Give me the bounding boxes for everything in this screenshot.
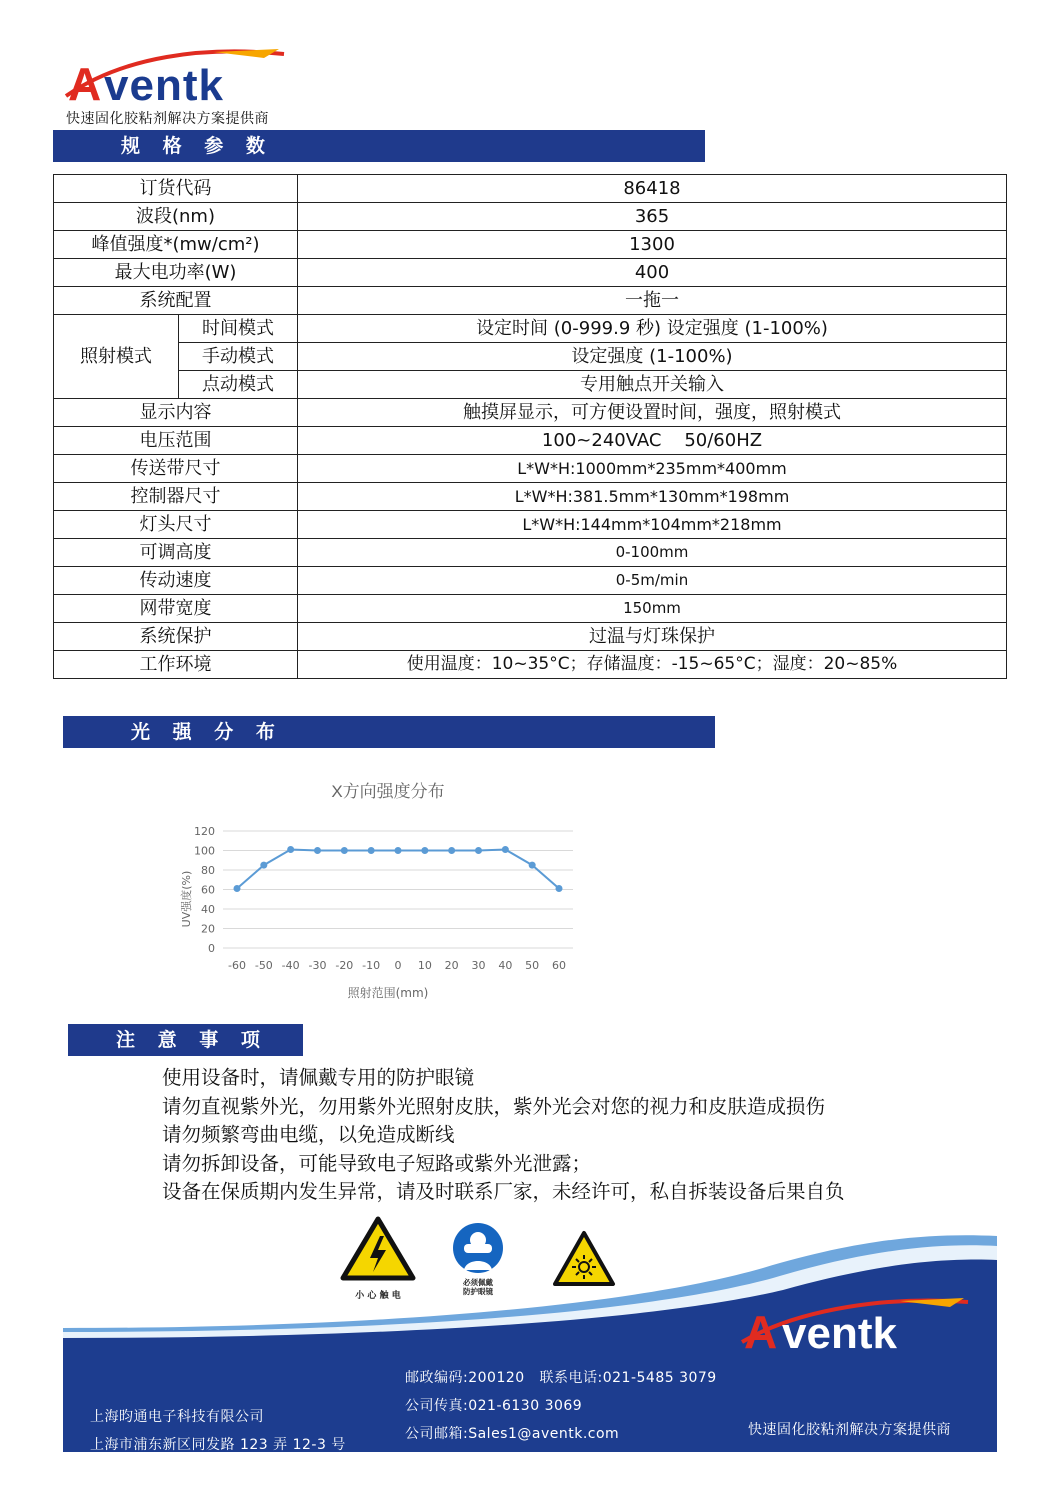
note-item: 请勿拆卸设备，可能导致电子短路或紫外光泄露； (162, 1151, 592, 1175)
table-row (54, 371, 1007, 399)
chart-data-point (395, 847, 402, 854)
spec-label: 灯头尺寸 (54, 511, 298, 539)
chart-xtick-label: 60 (552, 959, 566, 972)
note-item: 设备在保质期内发生异常，请及时联系厂家，未经许可，私自拆装设备后果自负 (162, 1180, 845, 1203)
table-row (54, 455, 1007, 483)
svg-text:ventk: ventk (104, 61, 224, 106)
chart-data-point (368, 847, 375, 854)
chart-xtick-label: 0 (394, 959, 402, 972)
chart-xtick-label: 10 (417, 959, 432, 972)
spec-label: 可调高度 (54, 539, 298, 567)
table-row (54, 259, 1007, 287)
safety-goggles-icon (452, 1222, 504, 1274)
spec-section-title: 规 格 参 数 (53, 130, 705, 162)
spec-label: 传动速度 (54, 567, 298, 595)
chart-data-point (556, 885, 563, 892)
chart-xlabel: 照射范围(mm) (347, 986, 429, 1000)
chart-ylabel: UV强度(%) (180, 870, 193, 928)
chart-xtick-label: 50 (525, 959, 540, 972)
spec-label: 控制器尺寸 (54, 483, 298, 511)
brand-logo (64, 46, 294, 106)
table-row (54, 511, 1007, 539)
spec-label: 系统保护 (54, 623, 298, 651)
footer-company: 上海昀通电子科技有限公司 (90, 1409, 264, 1425)
spec-value: 1300 (298, 231, 1007, 259)
note-item: 使用设备时，请佩戴专用的防护眼镜 (162, 1066, 475, 1089)
spec-value: 过温与灯珠保护 (298, 623, 1007, 651)
chart-ytick-label: 120 (194, 825, 215, 838)
chart-title: X方向强度分布 (331, 782, 445, 801)
goggles-requirement (452, 1222, 504, 1296)
spec-value: 100~240VAC 50/60HZ (298, 427, 1007, 455)
chart-xtick-label: -40 (281, 959, 300, 972)
radiation-warning-icon (552, 1230, 616, 1288)
spec-value: L*W*H:144mm*104mm*218mm (298, 511, 1007, 539)
chart-ytick-label: 80 (201, 864, 215, 877)
svg-text:A: A (744, 1306, 778, 1352)
spec-label: 工作环境 (54, 651, 298, 679)
spec-value: 0-5m/min (298, 567, 1007, 595)
table-row (54, 175, 1007, 203)
brand-tagline: 快速固化胶粘剂解决方案提供商 (66, 111, 269, 127)
chart-xtick-label: -30 (308, 959, 327, 972)
spec-value: 150mm (298, 595, 1007, 623)
table-row (54, 399, 1007, 427)
chart-xtick-label: -50 (254, 959, 273, 972)
chart-xtick-label: -60 (228, 959, 246, 972)
spec-value: L*W*H:381.5mm*130mm*198mm (298, 483, 1007, 511)
spec-group-label: 照射模式 (54, 315, 179, 399)
chart-ytick-label: 20 (201, 922, 215, 936)
spec-value: 触摸屏显示，可方便设置时间，强度，照射模式 (298, 399, 1007, 427)
chart-data-point (475, 847, 482, 854)
spec-value: 专用触点开关输入 (298, 371, 1007, 399)
spec-sublabel: 点动模式 (179, 371, 298, 399)
spec-value: 使用温度：10~35°C；存储温度：-15~65°C；湿度：20~85% (298, 651, 1007, 679)
chart-ytick-label: 60 (201, 883, 215, 897)
uv-warning (552, 1230, 616, 1292)
spec-value: 86418 (298, 175, 1007, 203)
spec-sublabel: 手动模式 (179, 343, 298, 371)
note-item: 请勿频繁弯曲电缆，以免造成断线 (162, 1123, 455, 1146)
spec-label: 电压范围 (54, 427, 298, 455)
chart-data-point (287, 846, 294, 853)
footer-address: 上海市浦东新区同发路 123 弄 12-3 号 (90, 1437, 346, 1453)
chart-data-point (341, 847, 348, 854)
spec-label: 最大电功率(W) (54, 259, 298, 287)
chart-data-point (314, 847, 321, 854)
table-row (54, 483, 1007, 511)
chart-data-point (529, 862, 536, 869)
table-row (54, 287, 1007, 315)
spec-label: 峰值强度*(mw/cm²) (54, 231, 298, 259)
spec-label: 显示内容 (54, 399, 298, 427)
spec-table (53, 174, 1007, 679)
table-row (54, 651, 1007, 679)
spec-label: 订货代码 (54, 175, 298, 203)
notes-list (162, 1064, 845, 1207)
table-row (54, 315, 1007, 343)
electric-shock-icon (340, 1216, 416, 1282)
spec-label: 波段(nm) (54, 203, 298, 231)
footer-logo (740, 1296, 975, 1356)
intensity-chart-svg (168, 775, 588, 1005)
chart-data-point (448, 847, 455, 854)
chart-series-line (237, 850, 559, 889)
table-row (54, 595, 1007, 623)
spec-value: 400 (298, 259, 1007, 287)
spec-label: 系统配置 (54, 287, 298, 315)
chart-xtick-label: 20 (444, 959, 459, 972)
spec-label: 传送带尺寸 (54, 455, 298, 483)
chart-xtick-label: -10 (362, 959, 381, 972)
chart-ytick-label: 40 (201, 903, 215, 916)
electric-warning-caption: 小 心 触 电 (355, 1291, 401, 1301)
chart-xtick-label: 40 (498, 959, 513, 972)
spec-value: 365 (298, 203, 1007, 231)
chart-ytick-label: 100 (194, 844, 215, 858)
notes-section-title: 注 意 事 项 (68, 1024, 303, 1056)
table-row (54, 203, 1007, 231)
footer-fax: 公司传真:021-6130 3069 (405, 1398, 583, 1414)
footer-postcode-phone: 邮政编码:200120 联系电话:021-5485 3079 (405, 1370, 717, 1386)
chart-data-point (421, 847, 428, 854)
spec-value: 一拖一 (298, 287, 1007, 315)
note-item: 请勿直视紫外光，勿用紫外光照射皮肤，紫外光会对您的视力和皮肤造成损伤 (162, 1094, 826, 1118)
distribution-section-title: 光 强 分 布 (63, 716, 715, 748)
table-row (54, 343, 1007, 371)
svg-text:A: A (68, 58, 102, 106)
spec-value: 设定强度 (1-100%) (298, 343, 1007, 371)
table-row (54, 427, 1007, 455)
chart-data-point (260, 862, 267, 869)
goggles-caption-line2: 防护眼镜 (463, 1287, 493, 1296)
spec-value: 0-100mm (298, 539, 1007, 567)
svg-text:ventk: ventk (782, 1309, 897, 1352)
table-row (54, 567, 1007, 595)
chart-xtick-label: -20 (335, 959, 354, 972)
chart-ytick-label: 0 (208, 942, 215, 955)
table-row (54, 231, 1007, 259)
spec-value: 设定时间 (0-999.9 秒) 设定强度 (1-100%) (298, 315, 1007, 343)
spec-label: 网带宽度 (54, 595, 298, 623)
footer-tagline: 快速固化胶粘剂解决方案提供商 (748, 1422, 951, 1438)
chart-xtick-label: 30 (471, 959, 486, 972)
intensity-chart (168, 775, 588, 1005)
spec-sublabel: 时间模式 (179, 315, 298, 343)
footer-email: 公司邮箱:Sales1@aventk.com (405, 1426, 620, 1442)
goggles-caption-line1: 必须佩戴 (463, 1278, 493, 1287)
table-row (54, 623, 1007, 651)
electric-warning (340, 1216, 416, 1301)
spec-value: L*W*H:1000mm*235mm*400mm (298, 455, 1007, 483)
table-row (54, 539, 1007, 567)
chart-data-point (234, 885, 241, 892)
chart-data-point (502, 846, 509, 853)
